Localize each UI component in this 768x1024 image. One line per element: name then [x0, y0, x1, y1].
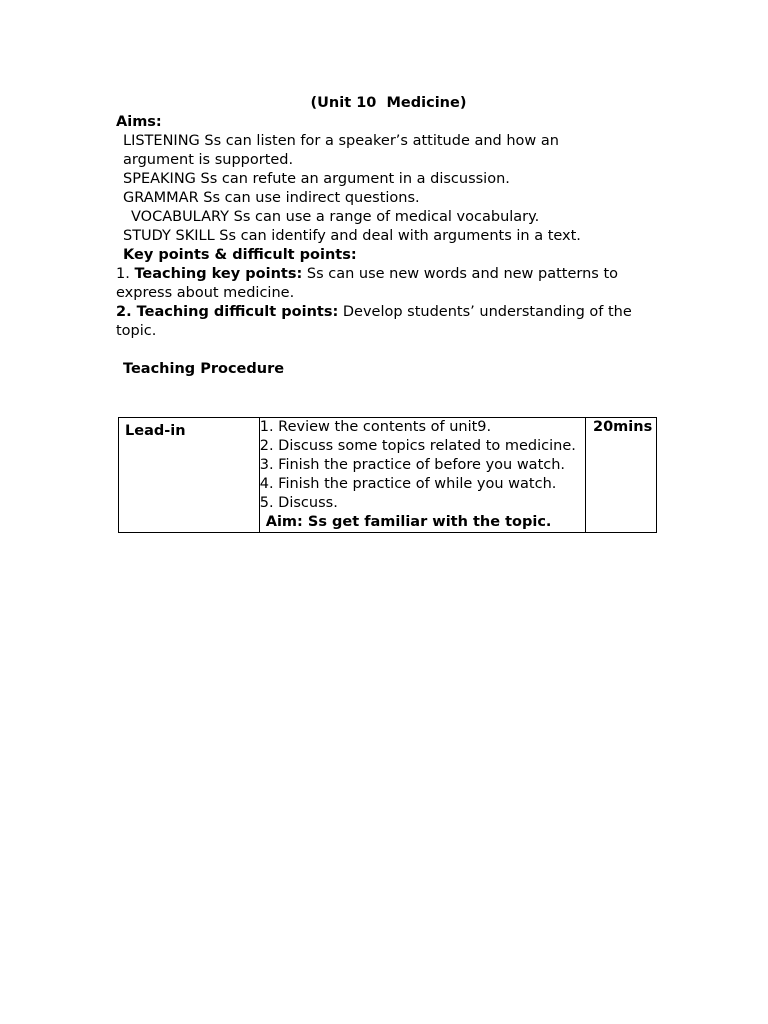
- key-points-heading: Key points & difficult points:: [123, 247, 357, 263]
- time-label: 20mins: [593, 419, 653, 435]
- key-point-1-number: 1.: [116, 266, 135, 282]
- procedure-heading: Teaching Procedure: [123, 361, 285, 377]
- step-item: 5. Discuss.: [259, 495, 338, 511]
- stage-cell: [119, 418, 260, 533]
- key-point-1-text: Ss can use new words and new patterns to express about medicine.: [116, 266, 619, 301]
- table-row: [119, 418, 657, 533]
- key-point-2: [116, 303, 646, 341]
- lesson-plan: [116, 94, 661, 379]
- key-point-1-label: Teaching key points:: [134, 266, 303, 282]
- step-item: 4. Finish the practice of while you watch.: [259, 476, 557, 492]
- step-item: 2. Discuss some topics related to medicine.: [259, 438, 576, 454]
- aim-listening: LISTENING Ss can listen for a speaker’s attitude and how an argument is supported.: [123, 133, 559, 168]
- aim-speaking: SPEAKING Ss can refute an argument in a discussion.: [123, 171, 510, 187]
- aim-vocabulary: VOCABULARY Ss can use a range of medical vocabulary.: [131, 209, 540, 225]
- step-aim: Aim: Ss get familiar with the topic.: [265, 514, 552, 530]
- stage-label: Lead-in: [125, 423, 186, 439]
- time-cell: [586, 418, 657, 533]
- step-item: 1. Review the contents of unit9.: [259, 419, 492, 435]
- step-item: 3. Finish the practice of before you watch.: [259, 457, 566, 473]
- steps-cell: [259, 418, 585, 533]
- key-point-1: [116, 265, 646, 303]
- aim-study-skill: STUDY SKILL Ss can identify and deal with arguments in a text.: [123, 228, 581, 244]
- procedure-table: [118, 417, 657, 533]
- aim-grammar: GRAMMAR Ss can use indirect questions.: [123, 190, 420, 206]
- key-point-2-label: 2. Teaching difficult points:: [116, 304, 339, 320]
- aims-heading: Aims:: [116, 114, 162, 130]
- key-point-2-text: Develop students’ understanding of the topic.: [116, 304, 632, 339]
- document-title: (Unit 10 Medicine): [310, 95, 467, 111]
